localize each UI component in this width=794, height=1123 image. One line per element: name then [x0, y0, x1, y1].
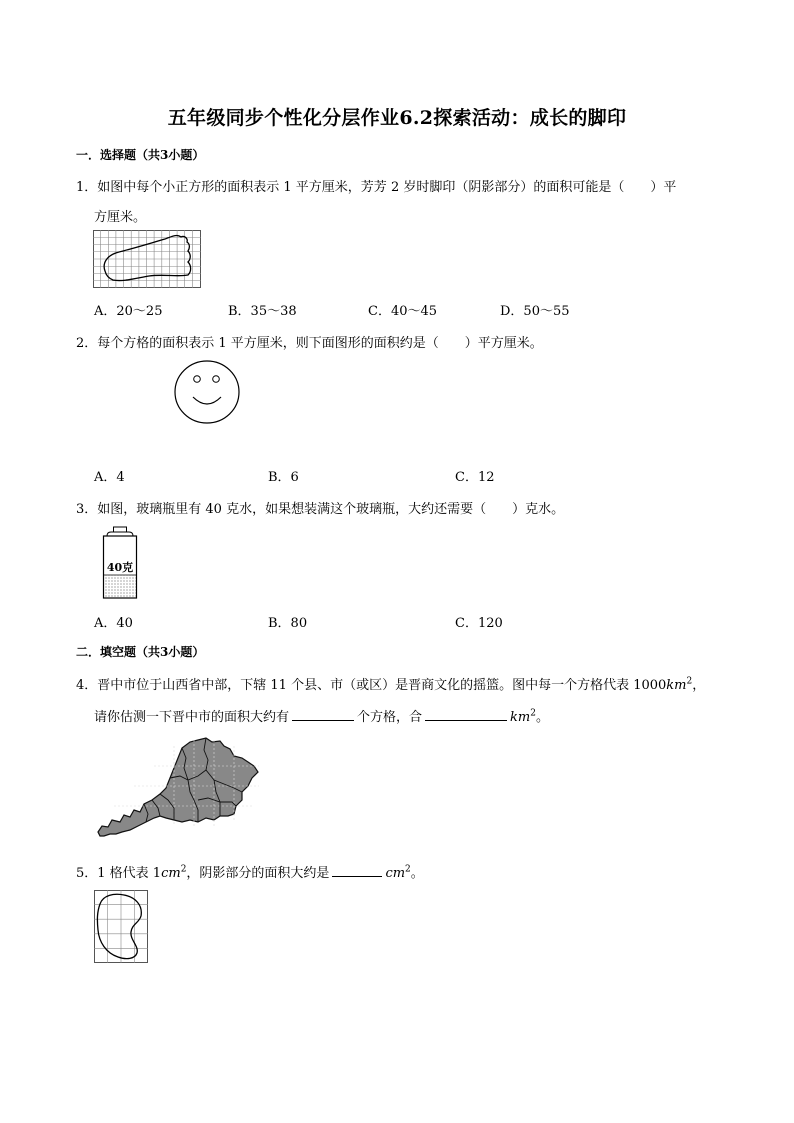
section-heading-fill: 二．填空题（共3小题）: [76, 645, 205, 659]
jinzhong-map-figure: [94, 736, 264, 844]
q3-option-c[interactable]: C．120: [455, 616, 503, 631]
question-5-text: 5．1 格代表 $1cm^2$，阴影部分的面积大约是 $cm^2$。: [76, 864, 424, 881]
q2-option-c[interactable]: C．12: [455, 470, 495, 485]
q3-option-a[interactable]: A．40: [94, 616, 133, 631]
bottle-label: 40克: [106, 561, 134, 574]
q1-option-d[interactable]: D．50～55: [500, 304, 570, 319]
q1-option-c[interactable]: C．40～45: [368, 304, 438, 319]
question-1-text: 1．如图中每个小正方形的面积表示 1 平方厘米，芳芳 2 岁时脚印（阴影部分）的面积可能是（ ）平: [76, 180, 677, 195]
question-2-text: 2．每个方格的面积表示 1 平方厘米，则下面图形的面积约是（ ）平方厘米。: [76, 336, 543, 351]
blob-grid-figure: [94, 890, 148, 963]
q5-blank-area[interactable]: [332, 864, 382, 877]
section-heading-choice: 一．选择题（共3小题）: [76, 148, 205, 162]
q2-option-b[interactable]: B．6: [268, 470, 299, 485]
q1-option-b[interactable]: B．35～38: [228, 304, 297, 319]
q3-option-b[interactable]: B．80: [268, 616, 308, 631]
question-3-text: 3．如图，玻璃瓶里有 40 克水，如果想装满这个玻璃瓶，大约还需要（ ）克水。: [76, 502, 565, 517]
question-1-text-cont: 方厘米。: [94, 210, 147, 225]
smiley-face-figure: [172, 358, 242, 426]
question-4-text-cont: 请你估测一下晋中市的面积大约有 个方格，合 $km^2$。: [94, 708, 549, 725]
bottle-figure: [102, 526, 138, 600]
page-title: 五年级同步个性化分层作业6.2探索活动：成长的脚印: [167, 107, 627, 129]
q2-option-a[interactable]: A．4: [94, 470, 125, 485]
footprint-grid-figure: [93, 230, 201, 288]
q4-blank-area[interactable]: [425, 708, 507, 721]
question-4-text: 4．晋中市位于山西省中部，下辖 11 个县、市（或区）是晋商文化的摇篮。图中每一个方格代表 $1000km^2$，: [76, 676, 706, 693]
q1-option-a[interactable]: A．20～25: [94, 304, 163, 319]
q4-blank-squares[interactable]: [292, 708, 354, 721]
